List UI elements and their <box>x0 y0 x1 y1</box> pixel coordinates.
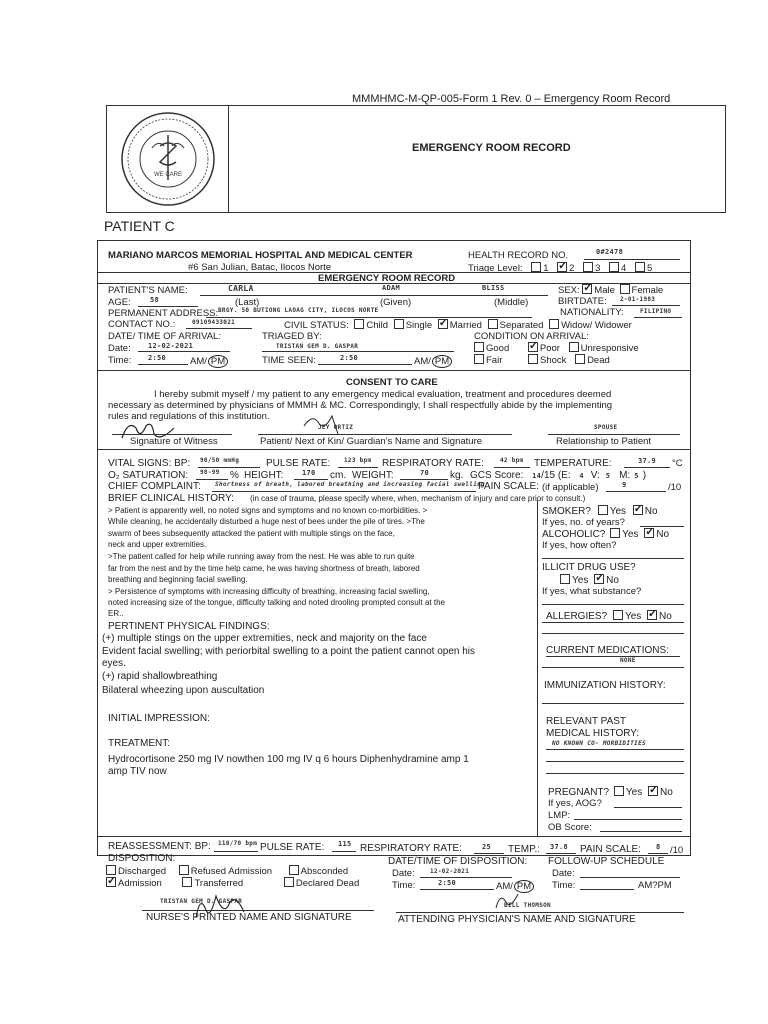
header-title: EMERGENCY ROOM RECORD <box>412 142 571 154</box>
triage-2-checkbox[interactable] <box>557 262 567 272</box>
smoker-yes-checkbox[interactable] <box>598 505 608 515</box>
patient-age: 58 <box>150 296 160 304</box>
seal-motto: WE CARE <box>153 172 183 178</box>
pain-scale-value: 9 <box>622 481 627 489</box>
civil-child-checkbox[interactable] <box>354 319 364 329</box>
smoker-no-checkbox[interactable] <box>633 505 643 515</box>
reassess-temp-value: 37.8 <box>550 843 569 851</box>
physician-name: BILL THOMSON <box>504 902 551 909</box>
sex-field: SEX: ✓ Male Female <box>558 284 663 296</box>
guardian-name: JEY ORTIZ <box>318 424 354 431</box>
civil-separated-checkbox[interactable] <box>488 319 498 329</box>
physician-label: ATTENDING PHYSICIAN'S NAME AND SIGNATURE <box>398 914 636 925</box>
civil-married-checkbox[interactable] <box>438 319 448 329</box>
patient-nationality: FILIPINO <box>640 308 672 315</box>
health-record-value: 0#2478 <box>596 248 624 256</box>
alcoholic-field: ALCOHOLIC? Yes ✓ No <box>542 528 669 540</box>
height-value: 170 <box>302 469 316 477</box>
current-meds-label: CURRENT MEDICATIONS: <box>546 645 669 656</box>
disp-admission-checkbox[interactable] <box>106 877 116 887</box>
hospital-seal-logo <box>112 110 224 208</box>
disp-ampm: AM/ PM <box>496 880 534 893</box>
reassess-bp-value: 110/70 bpm <box>218 840 258 847</box>
triage-5-checkbox[interactable] <box>635 262 645 272</box>
patient-last-name: CARLA <box>228 284 254 293</box>
civil-status: CIVIL STATUS: Child Single ✓ Married Separated Widow/ Widower <box>284 319 632 331</box>
pulse-value: 123 bpm <box>344 457 372 464</box>
physician-signature <box>492 890 522 912</box>
sex-male-checkbox[interactable] <box>582 284 592 294</box>
treatment-label: TREATMENT: <box>108 738 171 749</box>
smoker-field: SMOKER? Yes ✓ No <box>542 505 658 517</box>
gcs-field: GCS Score: 14/15 (E: 4 V: 5 M: 5 ) <box>470 470 647 481</box>
condition-unresponsive-checkbox[interactable] <box>569 342 579 352</box>
pregnant-no-checkbox[interactable] <box>648 786 658 796</box>
civil-single-checkbox[interactable] <box>394 319 404 329</box>
triage-level: Triage Level: 1 ✓ 2 3 4 5 <box>468 262 652 274</box>
illicit-no-checkbox[interactable] <box>594 574 604 584</box>
nurse-name: TRISTAN GEM D. GASPAR <box>160 898 243 905</box>
patient-address: BRGY. 50 BUTIONG LAOAG CITY, ILOCOS NORTE <box>218 307 379 314</box>
patient-contact: 09109433021 <box>192 319 236 326</box>
arrival-ampm: AM/ PM <box>190 355 228 368</box>
disp-date-value: 12-02-2021 <box>430 868 470 875</box>
relationship-value: SPOUSE <box>594 424 618 431</box>
nurse-label: NURSE'S PRINTED NAME AND SIGNATURE <box>146 912 352 923</box>
hospital-address: #6 San Julian, Batac, Ilocos Norte <box>188 262 332 273</box>
triage-1-checkbox[interactable] <box>531 262 541 272</box>
illicit-field: Yes ✓ No <box>560 574 619 586</box>
reassess-pain-value: 8 <box>656 843 661 851</box>
past-history-value: NO KNOWN CO- MORBIDITIES <box>552 740 646 747</box>
time-seen-ampm: AM/ PM <box>414 355 452 368</box>
triaged-by-name: TRISTAN GEM D. GASPAR <box>276 343 359 350</box>
illicit-yes-checkbox[interactable] <box>560 574 570 584</box>
reassess-resp-value: 25 <box>482 843 492 851</box>
temp-value: 37.9 <box>638 457 657 465</box>
allergies-field: ALLERGIES? Yes ✓ No <box>546 610 672 622</box>
consent-title: CONSENT TO CARE <box>346 377 438 388</box>
alcoholic-yes-checkbox[interactable] <box>610 528 620 538</box>
arrival-time: 2:50 <box>148 354 167 362</box>
civil-widow-checkbox[interactable] <box>549 319 559 329</box>
time-seen: 2:50 <box>340 354 359 362</box>
patient-birthdate: 2-01-1983 <box>620 296 656 303</box>
sex-female-checkbox[interactable] <box>620 284 630 294</box>
illicit-drug-label: ILLICIT DRUG USE? <box>542 562 636 573</box>
disp-row-2: ✓Admission Transferred Declared Dead <box>106 877 359 889</box>
hospital-name: MARIANO MARCOS MEMORIAL HOSPITAL AND MEDICAL CENTER <box>108 250 413 261</box>
chief-complaint-value: Shortness of breath, labored breathing and increasing facial swelling <box>215 481 485 488</box>
alcoholic-no-checkbox[interactable] <box>644 528 654 538</box>
o2-value: 98-99 <box>200 469 220 476</box>
findings-label: PERTINENT PHYSICAL FINDINGS: <box>108 621 270 632</box>
current-meds-value: NONE <box>620 657 636 664</box>
initial-impression-label: INITIAL IMPRESSION: <box>108 713 210 724</box>
patient-label: PATIENT C <box>104 218 175 234</box>
bp-value: 90/50 mmHg <box>200 457 240 464</box>
arrival-date: 12-02-2021 <box>148 342 194 350</box>
reassess-pulse-value: 115 <box>338 840 352 848</box>
patient-given-name: ADAM <box>382 284 401 292</box>
form-code: MMMHMC-M-QP-005-Form 1 Rev. 0 – Emergency Room Record <box>352 93 671 105</box>
disp-transferred-checkbox[interactable] <box>182 877 192 887</box>
weight-value: 70 <box>420 469 430 477</box>
resp-value: 42 bpm <box>500 457 524 464</box>
record-title: EMERGENCY ROOM RECORD <box>318 273 456 284</box>
disp-refused-checkbox[interactable] <box>179 865 189 875</box>
pregnant-field: PREGNANT? Yes ✓ No <box>548 786 673 798</box>
triage-3-checkbox[interactable] <box>583 262 593 272</box>
health-record-label: HEALTH RECORD NO. <box>468 250 569 261</box>
pregnant-yes-checkbox[interactable] <box>614 786 624 796</box>
disp-time-value: 2:50 <box>438 879 457 887</box>
disp-row-1: Discharged Refused Admission Absconded <box>106 865 348 877</box>
condition-good-checkbox[interactable] <box>474 342 484 352</box>
triage-4-checkbox[interactable] <box>609 262 619 272</box>
allergies-yes-checkbox[interactable] <box>613 610 623 620</box>
patient-middle-name: BLISS <box>482 284 505 292</box>
condition-row-1: Good ✓ Poor Unresponsive <box>474 342 639 354</box>
condition-fair-checkbox[interactable] <box>474 354 484 364</box>
immunization-label: IMMUNIZATION HISTORY: <box>544 680 666 691</box>
allergies-no-checkbox[interactable] <box>647 610 657 620</box>
condition-poor-checkbox[interactable] <box>528 342 538 352</box>
condition-row-2: Fair Shock Dead <box>474 354 610 366</box>
disp-dead-checkbox[interactable] <box>284 877 294 887</box>
condition-shock-checkbox[interactable] <box>528 354 538 364</box>
disp-absconded-checkbox[interactable] <box>289 865 299 875</box>
condition-dead-checkbox[interactable] <box>575 354 585 364</box>
